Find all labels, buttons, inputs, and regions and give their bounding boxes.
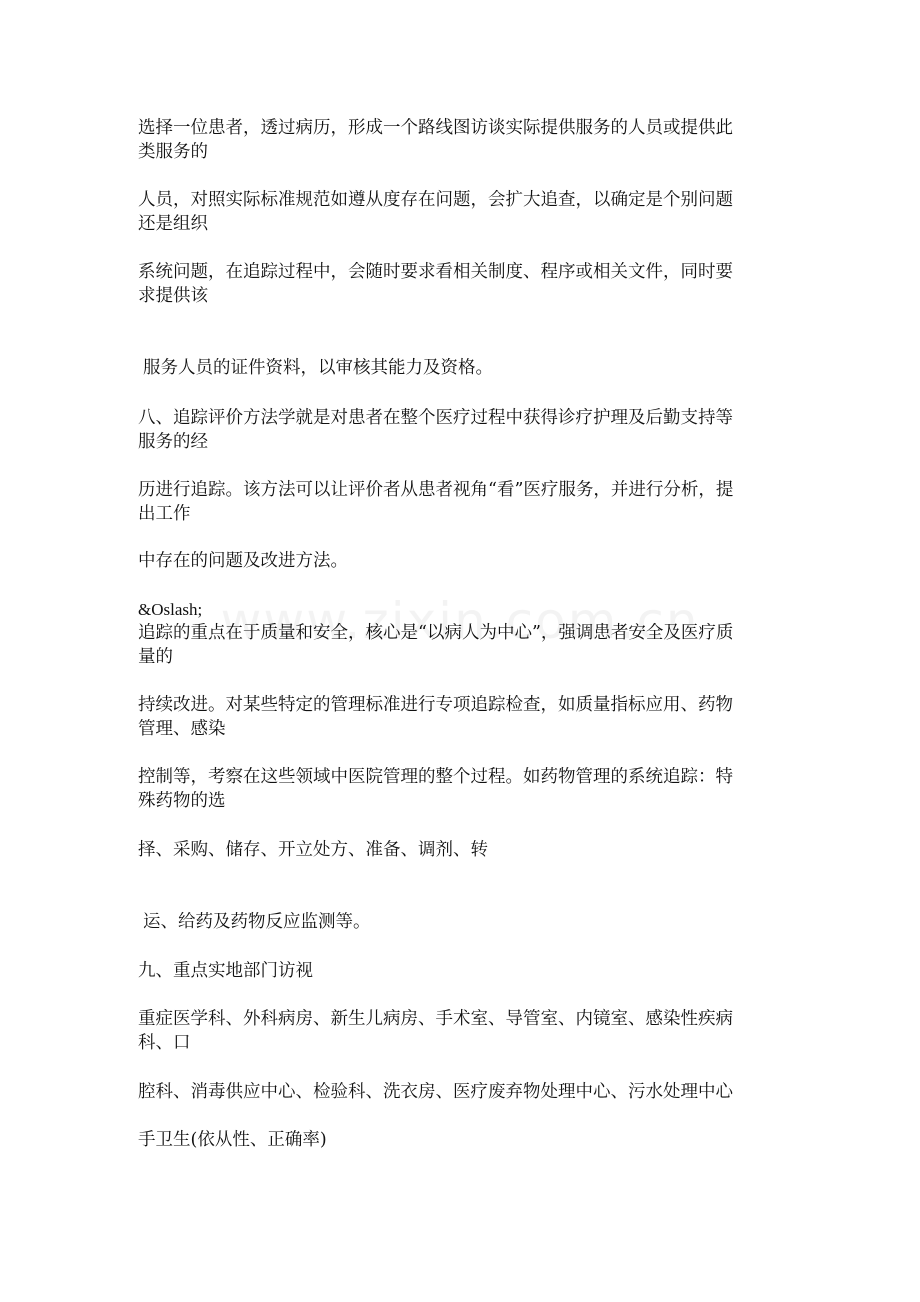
text-line: 择、采购、储存、开立处方、准备、调剂、转 (138, 840, 488, 860)
text-line: 重症医学科、外科病房、新生儿病房、手术室、导管室、内镜室、感染性疾病 (138, 1009, 733, 1029)
text-line: 出工作 (138, 504, 191, 524)
text-line: 科、口 (138, 1033, 191, 1053)
text-line: 人员，对照实际标准规范如遵从度存在问题，会扩大追查，以确定是个别问题 (138, 190, 733, 210)
text-line: 还是组织 (138, 214, 208, 234)
text-line: 持续改进。对某些特定的管理标准进行专项追踪检查，如质量指标应用、药物 (138, 695, 733, 715)
section-heading-9: 九、重点实地部门访视 (138, 961, 313, 981)
section-heading-8: 八、追踪评价方法学就是对患者在整个医疗过程中获得诊疗护理及后勤支持等 (138, 408, 733, 428)
text-line: 追踪的重点在于质量和安全，核心是“以病人为中心”，强调患者安全及医疗质 (138, 623, 734, 643)
text-line: 腔科、消毒供应中心、检验科、洗衣房、医疗废弃物处理中心、污水处理中心 (138, 1082, 733, 1102)
text-line: 量的 (138, 647, 173, 667)
text-line: 控制等，考察在这些领域中医院管理的整个过程。如药物管理的系统追踪：特 (138, 767, 733, 787)
text-line: 服务的经 (138, 432, 208, 452)
text-line: 求提供该 (138, 286, 208, 306)
text-line: 运、给药及药物反应监测等。 (143, 912, 371, 932)
text-line: 类服务的 (138, 142, 208, 162)
text-line: 中存在的问题及改进方法。 (138, 551, 348, 571)
text-line: 系统问题，在追踪过程中，会随时要求看相关制度、程序或相关文件，同时要 (138, 262, 733, 282)
text-line: 选择一位患者，透过病历，形成一个路线图访谈实际提供服务的人员或提供此 (138, 118, 733, 138)
text-line: 历进行追踪。该方法可以让评价者从患者视角“看”医疗服务，并进行分析，提 (138, 480, 734, 500)
text-line: 手卫生(依从性、正确率) (138, 1130, 327, 1150)
text-line: 服务人员的证件资料，以审核其能力及资格。 (143, 358, 493, 378)
entity-marker: &Oslash; (138, 600, 203, 619)
text-line: 殊药物的选 (138, 791, 226, 811)
text-line: 管理、感染 (138, 719, 226, 739)
